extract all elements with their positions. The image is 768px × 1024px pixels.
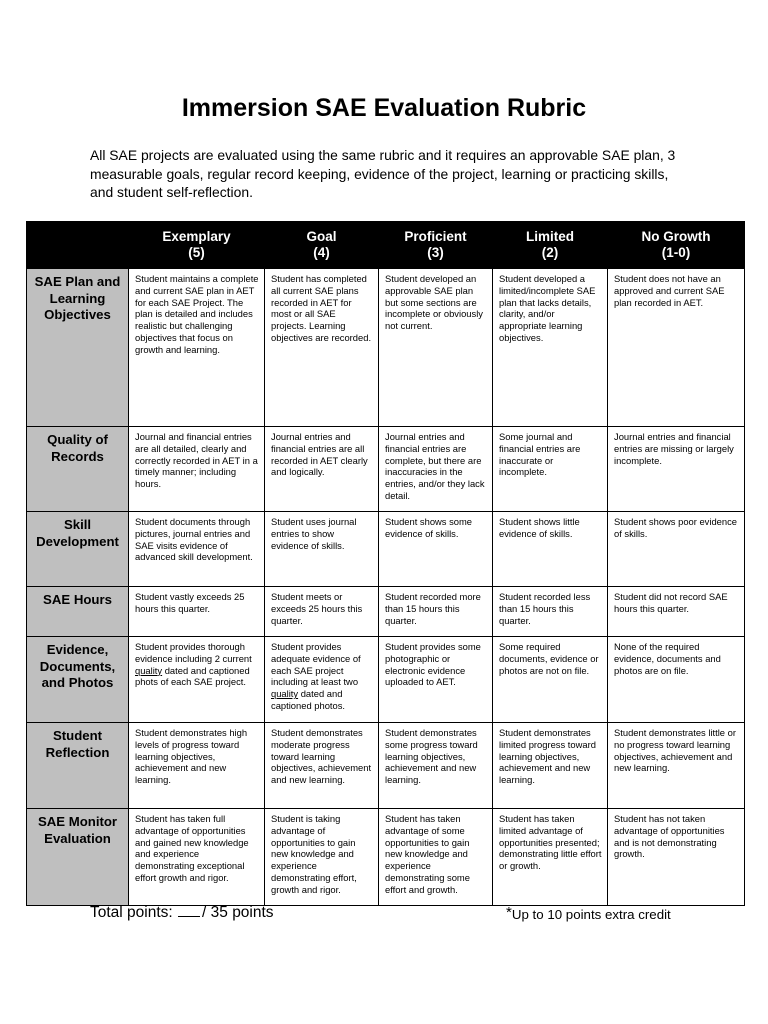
descriptor-cell: Student has taken advantage of some opportunities to gain new knowledge and experience demonstrating some effort and growth.	[379, 809, 493, 906]
level-name: Exemplary	[162, 229, 231, 244]
criterion-cell: Student Reflection	[27, 723, 129, 809]
level-name: No Growth	[641, 229, 711, 244]
descriptor-cell: Student demonstrates little or no progress toward learning objectives, achievement and new learning.	[608, 723, 745, 809]
descriptor-cell: Journal entries and financial entries are complete, but there are inaccuracies in the entries, and/or they lack detail.	[379, 427, 493, 512]
criterion-cell: SAE Hours	[27, 587, 129, 637]
underlined-word: quality	[135, 664, 163, 676]
descriptor-cell: Journal entries and financial entries are all recorded in AET clearly and logically.	[265, 427, 379, 512]
intro-paragraph: All SAE projects are evaluated using the same rubric and it requires an approvable SAE plan, 3 measurable goals, regular record keeping, evidence of the project, learning or practicing skills, and student self-reflection.	[90, 147, 676, 200]
criterion-cell: Evidence, Documents, and Photos	[27, 637, 129, 723]
descriptor-cell: Student does not have an approved and current SAE plan recorded in AET.	[608, 269, 745, 427]
header-criterion-corner	[27, 222, 129, 269]
descriptor-cell: Student vastly exceeds 25 hours this quarter.	[129, 587, 265, 637]
header-row	[27, 222, 745, 269]
level-points: (1-0)	[661, 245, 691, 260]
extra-credit-text: Up to 10 points extra credit	[511, 907, 671, 922]
descriptor-cell: Student has taken full advantage of opportunities and gained new knowledge and experience demonstrating exceptional effort growth and rigor.	[129, 809, 265, 906]
descriptor-cell: Student demonstrates high levels of progress toward learning objectives, achievement and new learning.	[129, 723, 265, 809]
rubric-row-student-reflection	[27, 723, 745, 809]
descriptor-cell: Student is taking advantage of opportunities to gain new knowledge and experience demonstrating effort, growth and rigor.	[265, 809, 379, 906]
descriptor-cell: Journal and financial entries are all detailed, clearly and correctly recorded in AET in a timely manner; including hours.	[129, 427, 265, 512]
level-name: Proficient	[404, 229, 467, 244]
descriptor-cell: Student did not record SAE hours this quarter.	[608, 587, 745, 637]
descriptor-cell: Student demonstrates some progress toward learning objectives, achievement and new learning.	[379, 723, 493, 809]
score-blank	[178, 902, 200, 917]
total-points	[90, 902, 274, 923]
header-level-exemplary	[129, 222, 265, 269]
level-points: (4)	[313, 245, 330, 260]
descriptor-cell: Student has completed all current SAE plans recorded in AET for most or all SAE projects. Learning objectives are recorded.	[265, 269, 379, 427]
level-name: Limited	[525, 229, 574, 244]
header-level-no-growth	[608, 222, 745, 269]
page-title: Immersion SAE Evaluation Rubric	[181, 94, 587, 122]
descriptor-cell: None of the required evidence, documents and photos are on file.	[608, 637, 745, 723]
total-points-label: Total points:	[90, 904, 173, 921]
level-name: Goal	[306, 229, 337, 244]
header-level-proficient	[379, 222, 493, 269]
descriptor-cell: Student demonstrates limited progress toward learning objectives, achievement and new learning.	[493, 723, 608, 809]
rubric-table	[26, 221, 745, 906]
descriptor-cell: Student recorded more than 15 hours this quarter.	[379, 587, 493, 637]
descriptor-cell: Student has taken limited advantage of opportunities presented; demonstrating little effort or growth.	[493, 809, 608, 906]
descriptor-cell: Student meets or exceeds 25 hours this quarter.	[265, 587, 379, 637]
descriptor-cell: Student has not taken advantage of opportunities and is not demonstrating growth.	[608, 809, 745, 906]
descriptor-cell: Student shows little evidence of skills.	[493, 512, 608, 587]
descriptor-cell: Student provides adequate evidence of each SAE project including at least two quality dated and captioned photos.	[265, 637, 379, 723]
level-points: (2)	[541, 245, 559, 260]
descriptor-cell: Student provides thorough evidence including 2 current quality dated and captioned phots of each SAE project.	[129, 637, 265, 723]
rubric-row-sae-hours	[27, 587, 745, 637]
rubric-row-skill-development	[27, 512, 745, 587]
criterion-cell: Skill Development	[27, 512, 129, 587]
descriptor-cell: Journal entries and financial entries are missing or largely incomplete.	[608, 427, 745, 512]
descriptor-cell: Student maintains a complete and current SAE plan in AET for each SAE Project. The plan is detailed and includes realistic but challenging objectives that focus on growth and learning.	[129, 269, 265, 427]
descriptor-cell: Student demonstrates moderate progress toward learning objectives, achievement and new learning.	[265, 723, 379, 809]
descriptor-cell: Student uses journal entries to show evidence of skills.	[265, 512, 379, 587]
underlined-word: quality	[271, 688, 299, 700]
rubric-row-sae-monitor	[27, 809, 745, 906]
rubric-header	[27, 222, 745, 269]
level-points: (3)	[427, 245, 444, 260]
criterion-cell: SAE Monitor Evaluation	[27, 809, 129, 906]
total-points-suffix: / 35 points	[202, 904, 274, 921]
descriptor-cell: Student shows poor evidence of skills.	[608, 512, 745, 587]
descriptor-cell: Student shows some evidence of skills.	[379, 512, 493, 587]
criterion-cell: Quality of Records	[27, 427, 129, 512]
criterion-cell: SAE Plan and Learning Objectives	[27, 269, 129, 427]
asterisk: *	[506, 904, 512, 921]
descriptor-cell: Student developed a limited/incomplete SAE plan that lacks details, clarity, and/or appropriate learning objectives.	[493, 269, 608, 427]
header-level-goal	[265, 222, 379, 269]
descriptor-cell: Student documents through pictures, journal entries and SAE visits evidence of advanced skill development.	[129, 512, 265, 587]
extra-credit-note	[506, 904, 671, 924]
level-points: (5)	[188, 245, 205, 260]
rubric-row-quality-of-records	[27, 427, 745, 512]
descriptor-cell: Student provides some photographic or electronic evidence uploaded to AET.	[379, 637, 493, 723]
rubric-body	[27, 269, 745, 906]
descriptor-cell: Some journal and financial entries are inaccurate or incomplete.	[493, 427, 608, 512]
header-level-limited	[493, 222, 608, 269]
descriptor-cell: Some required documents, evidence or photos are not on file.	[493, 637, 608, 723]
descriptor-cell: Student developed an approvable SAE plan but some sections are incomplete or obviously not current.	[379, 269, 493, 427]
rubric-row-sae-plan	[27, 269, 745, 427]
descriptor-cell: Student recorded less than 15 hours this quarter.	[493, 587, 608, 637]
rubric-row-evidence	[27, 637, 745, 723]
